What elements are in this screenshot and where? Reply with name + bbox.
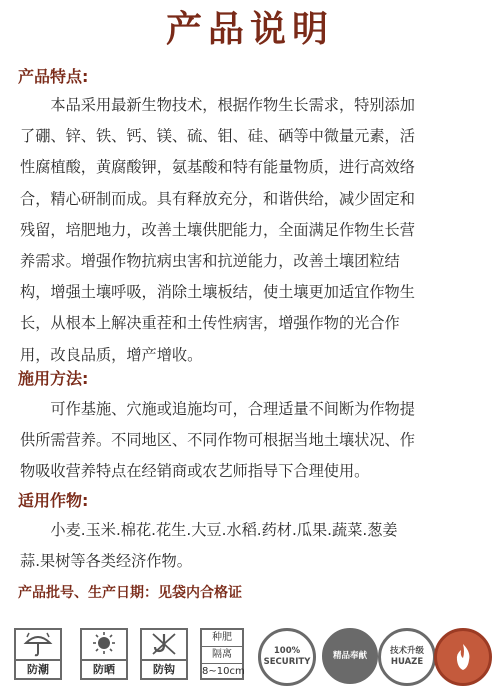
text-line: 小麦.玉米.棉花.花生.大豆.水稻.药材.瓜果.蔬菜.葱姜: [50, 521, 398, 539]
text-line: 残留，培肥地力，改善土壤供肥能力，全面满足作物生长营: [20, 220, 415, 239]
text-line: 可作基施、穴施或追施均可，合理适量不间断为作物提: [50, 400, 415, 418]
hook-label: 防钩: [142, 659, 186, 678]
application-depth-table: [200, 628, 244, 680]
sun-label: 防晒: [82, 659, 126, 678]
text-line: 蒜.果树等各类经济作物。: [20, 552, 192, 571]
security-text: 100% SECURITY: [263, 646, 311, 667]
text-line: 本品采用最新生物技术，根据作物生长需求，特别添加: [50, 96, 415, 114]
sun-icon: [89, 631, 119, 657]
upgrade-text: 技术升级: [389, 646, 424, 656]
features-heading: 产品特点:: [18, 67, 89, 86]
crops-heading: 适用作物:: [18, 491, 89, 510]
quality-text: 精品奉献: [332, 650, 367, 661]
depth-row: 种肥: [202, 630, 242, 647]
flame-icon: [449, 642, 477, 672]
moisture-proof-icon: [14, 628, 62, 680]
quality-seal-icon: [322, 628, 378, 684]
text-line: 了硼、锌、铁、钙、镁、硫、钼、硅、硒等中微量元素，活: [20, 127, 415, 146]
hook-proof-icon: [140, 628, 188, 680]
upgrade-seal-icon: [378, 628, 436, 686]
usage-text: [20, 394, 482, 488]
flame-seal-icon: [434, 628, 492, 686]
crops-text: [20, 515, 482, 577]
security-seal-icon: [258, 628, 316, 686]
page-title: 产品说明: [165, 9, 334, 50]
brand-text: HUAZE: [390, 657, 424, 667]
depth-row: 隔离: [202, 647, 242, 664]
text-line: 物吸收营养特点在经销商或农艺师指导下合理使用。: [20, 462, 370, 481]
text-line: 养需求。增强作物抗病虫害和抗逆能力，改善土壤团粒结: [20, 252, 400, 271]
hook-icon: [149, 631, 179, 657]
text-line: 性腐植酸，黄腐酸钾，氨基酸和特有能量物质，进行高效络: [20, 158, 415, 177]
icon-row: [14, 628, 486, 684]
text-line: 供所需营养。不同地区、不同作物可根据当地土壤状况、作: [20, 431, 415, 450]
umbrella-icon: [23, 631, 53, 657]
features-text: [20, 90, 482, 371]
text-line: 合，精心研制而成。具有释放充分，和谐供给，减少固定和: [20, 189, 415, 208]
text-line: 构，增强土壤呼吸，消除土壤板结，使土壤更加适宜作物生: [20, 283, 415, 302]
usage-heading: 施用方法:: [18, 369, 89, 388]
moisture-label: 防潮: [16, 659, 60, 678]
text-line: 长，从根本上解决重茬和土传性病害，增强作物的光合作: [20, 314, 400, 333]
sun-proof-icon: [80, 628, 128, 680]
text-line: 用，改良品质，增产增收。: [20, 345, 203, 364]
batch-info: 产品批号、生产日期：见袋内合格证: [18, 585, 242, 601]
depth-row: 8~10cm: [202, 666, 245, 677]
